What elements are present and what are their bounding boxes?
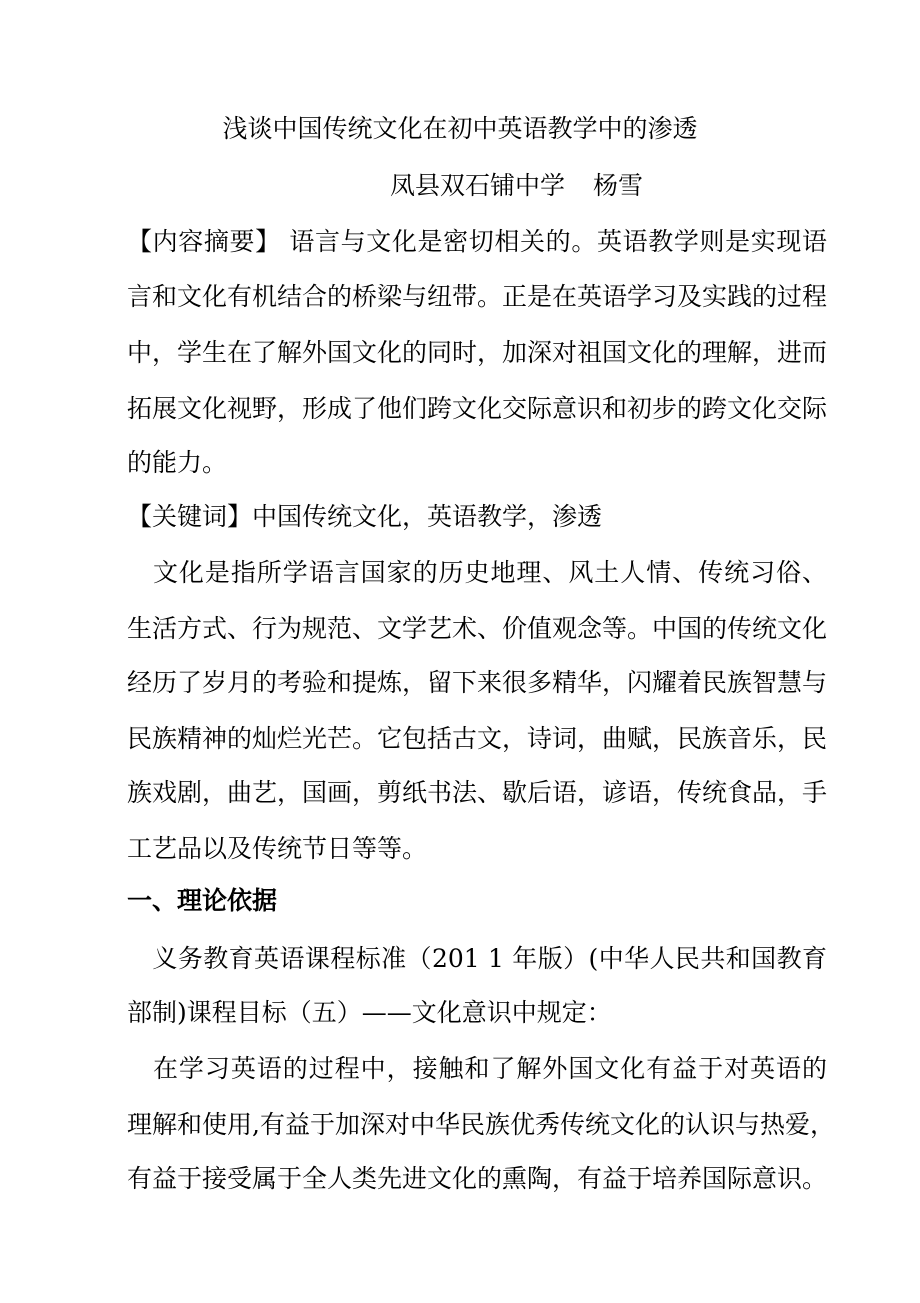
intro-line: 族戏剧，曲艺，国画，剪纸书法、歇后语，谚语，传统食品，手 [127, 778, 828, 807]
school-name: 凤县双石铺中学 [390, 171, 566, 200]
intro-line: 文化是指所学语言国家的历史地理、风土人情、传统习俗、 [127, 558, 827, 587]
abstract-line: 的能力。 [127, 448, 228, 477]
intro-line: 生活方式、行为规范、文学艺术、价值观念等。中国的传统文化 [127, 614, 828, 643]
abstract-line: 中，学生在了解外国文化的同时，加深对祖国文化的理解，进而 [127, 338, 828, 367]
intro-line: 工艺品以及传统节日等等。 [127, 834, 428, 863]
intro-line: 经历了岁月的考验和提炼，留下来很多精华，闪耀着民族智慧与 [127, 668, 828, 697]
quote-line: 在学习英语的过程中，接触和了解外国文化有益于对英语的 [127, 1054, 827, 1083]
abstract-line: 【内容摘要】 语言与文化是密切相关的。英语教学则是实现语 [127, 227, 827, 256]
intro-line: 民族精神的灿烂光芒。它包括古文，诗词，曲赋，民族音乐，民 [127, 724, 828, 753]
quote-line: 理解和使用,有益于加深对中华民族优秀传统文化的认识与热爱， [127, 1110, 835, 1139]
author-line [390, 171, 643, 201]
author-name: 杨雪 [593, 171, 644, 200]
abstract-line: 言和文化有机结合的桥梁与纽带。正是在英语学习及实践的过程 [127, 282, 828, 311]
section-heading: 一、理论依据 [127, 886, 278, 915]
basis-line: 部制)课程目标（五）——文化意识中规定： [127, 998, 612, 1027]
basis-line: 义务教育英语课程标准（201 1 年版）(中华人民共和国教育 [127, 944, 827, 973]
keywords-line: 【关键词】中国传统文化，英语教学，渗透 [127, 502, 603, 531]
abstract-line: 拓展文化视野，形成了他们跨文化交际意识和初步的跨文化交际 [127, 394, 828, 423]
document-title: 浅谈中国传统文化在初中英语教学中的渗透 [222, 114, 698, 143]
quote-line: 有益于接受属于全人类先进文化的熏陶，有益于培养国际意识。 [127, 1164, 828, 1193]
